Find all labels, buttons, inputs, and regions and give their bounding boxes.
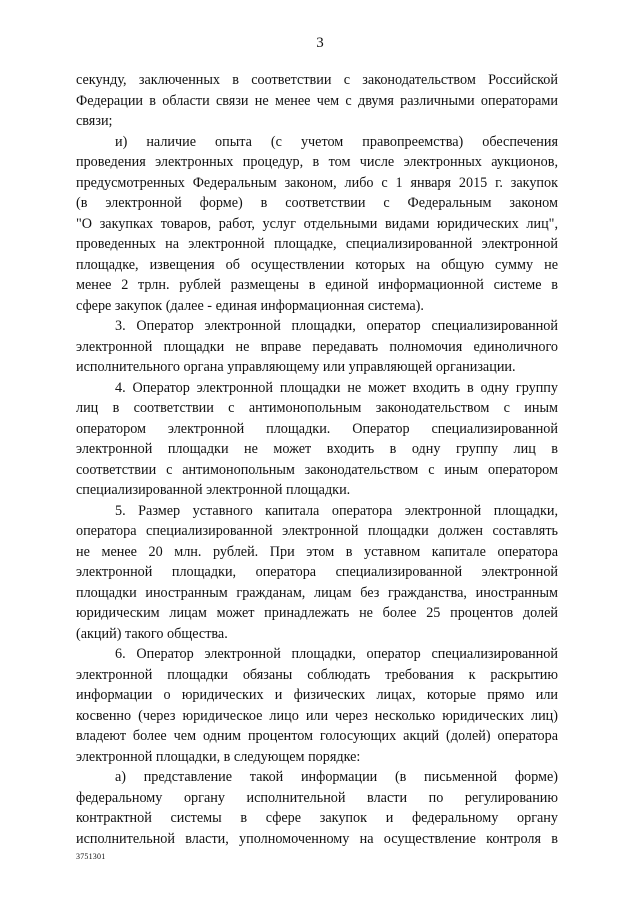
text-line: (акций) такого общества. xyxy=(76,625,228,642)
text-line: электронной площадки, в следующем порядке: xyxy=(76,748,361,765)
text-line: (в электронной форме) в соответствии с Федеральным законом xyxy=(76,195,558,211)
text-line: "О закупках товаров, работ, услуг отдельными видами юридических лиц", xyxy=(76,215,558,232)
text-line: 4. Оператор электронной площадки не может входить в одну группу xyxy=(115,379,558,396)
text-line: федеральному органу исполнительной власти по регулированию xyxy=(76,789,558,806)
text-line: и) наличие опыта (с учетом правопреемства) обеспечения xyxy=(115,133,558,150)
text-line: проведенных на электронной площадке, специализированной электронной xyxy=(76,236,558,252)
text-line: связи; xyxy=(76,113,113,129)
text-line: исполнительного органа управляющему или управляющей организации. xyxy=(76,359,516,375)
document-body xyxy=(76,70,558,849)
text-line: специализированной электронной площадки. xyxy=(76,482,351,498)
paragraph-5 xyxy=(76,501,558,645)
text-line: площадке, извещения об осуществлении которых на общую сумму не xyxy=(76,256,558,273)
text-line: менее 2 трлн. рублей размещены в единой информационной системе в xyxy=(76,277,558,293)
text-line: не менее 20 млн. рублей. При этом в уставном капитале оператора xyxy=(76,543,558,560)
text-line: исполнительной власти, уполномоченному на осуществление контроля в xyxy=(76,830,558,847)
text-line: 6. Оператор электронной площадки, оператор специализированной xyxy=(115,646,558,662)
text-line: электронной площадки не вправе передавать полномочия единоличного xyxy=(76,338,558,355)
text-line: электронной площадки не может входить в одну группу лиц в xyxy=(76,441,558,457)
paragraph-6 xyxy=(76,644,558,767)
text-line: юридическим лицам может принадлежать не более 25 процентов долей xyxy=(76,605,558,621)
paragraph-item-i xyxy=(76,132,558,317)
text-line: секунду, заключенных в соответствии с законодательством Российской xyxy=(76,72,558,88)
paragraph-4 xyxy=(76,378,558,501)
paragraph-3 xyxy=(76,316,558,378)
text-line: лиц в соответствии с антимонопольным законодательством с иным xyxy=(76,400,558,416)
text-line: предусмотренных Федеральным законом, либо с 1 января 2015 г. закупок xyxy=(76,174,558,191)
text-line: оператора специализированной электронной площадки должен составлять xyxy=(76,523,558,539)
paragraph-continuation xyxy=(76,70,558,132)
text-line: сфере закупок (далее - единая информационная система). xyxy=(76,297,424,314)
text-line: информации о юридических и физических лицах, которые прямо или xyxy=(76,687,558,703)
text-line: контрактной системы в сфере закупок и федеральному органу xyxy=(76,810,558,826)
text-line: электронной площадки, оператора специализированной электронной xyxy=(76,564,558,580)
text-line: а) представление такой информации (в письменной форме) xyxy=(115,769,558,785)
text-line: Федерации в области связи не менее чем с двумя различными операторами xyxy=(76,92,558,109)
text-line: проведения электронных процедур, в том числе электронных аукционов, xyxy=(76,154,558,170)
text-line: соответствии с антимонопольным законодательством с иным оператором xyxy=(76,461,558,478)
text-line: площадки иностранным гражданам, лицам без гражданства, иностранным xyxy=(76,584,558,601)
page-number: 3 xyxy=(316,35,324,51)
text-line: 5. Размер уставного капитала оператора электронной площадки, xyxy=(115,502,558,519)
text-line: косвенно (через юридическое лицо или через несколько юридических лиц) xyxy=(76,707,558,724)
text-line: электронной площадки обязаны соблюдать требования к раскрытию xyxy=(76,666,558,683)
text-line: владеют более чем одним процентом голосующих акций (долей) оператора xyxy=(76,728,558,744)
document-code: 3751301 xyxy=(76,852,106,861)
paragraph-item-a xyxy=(76,767,558,849)
text-line: 3. Оператор электронной площадки, оператор специализированной xyxy=(115,318,558,334)
text-line: оператором электронной площадки. Оператор специализированной xyxy=(76,420,558,437)
